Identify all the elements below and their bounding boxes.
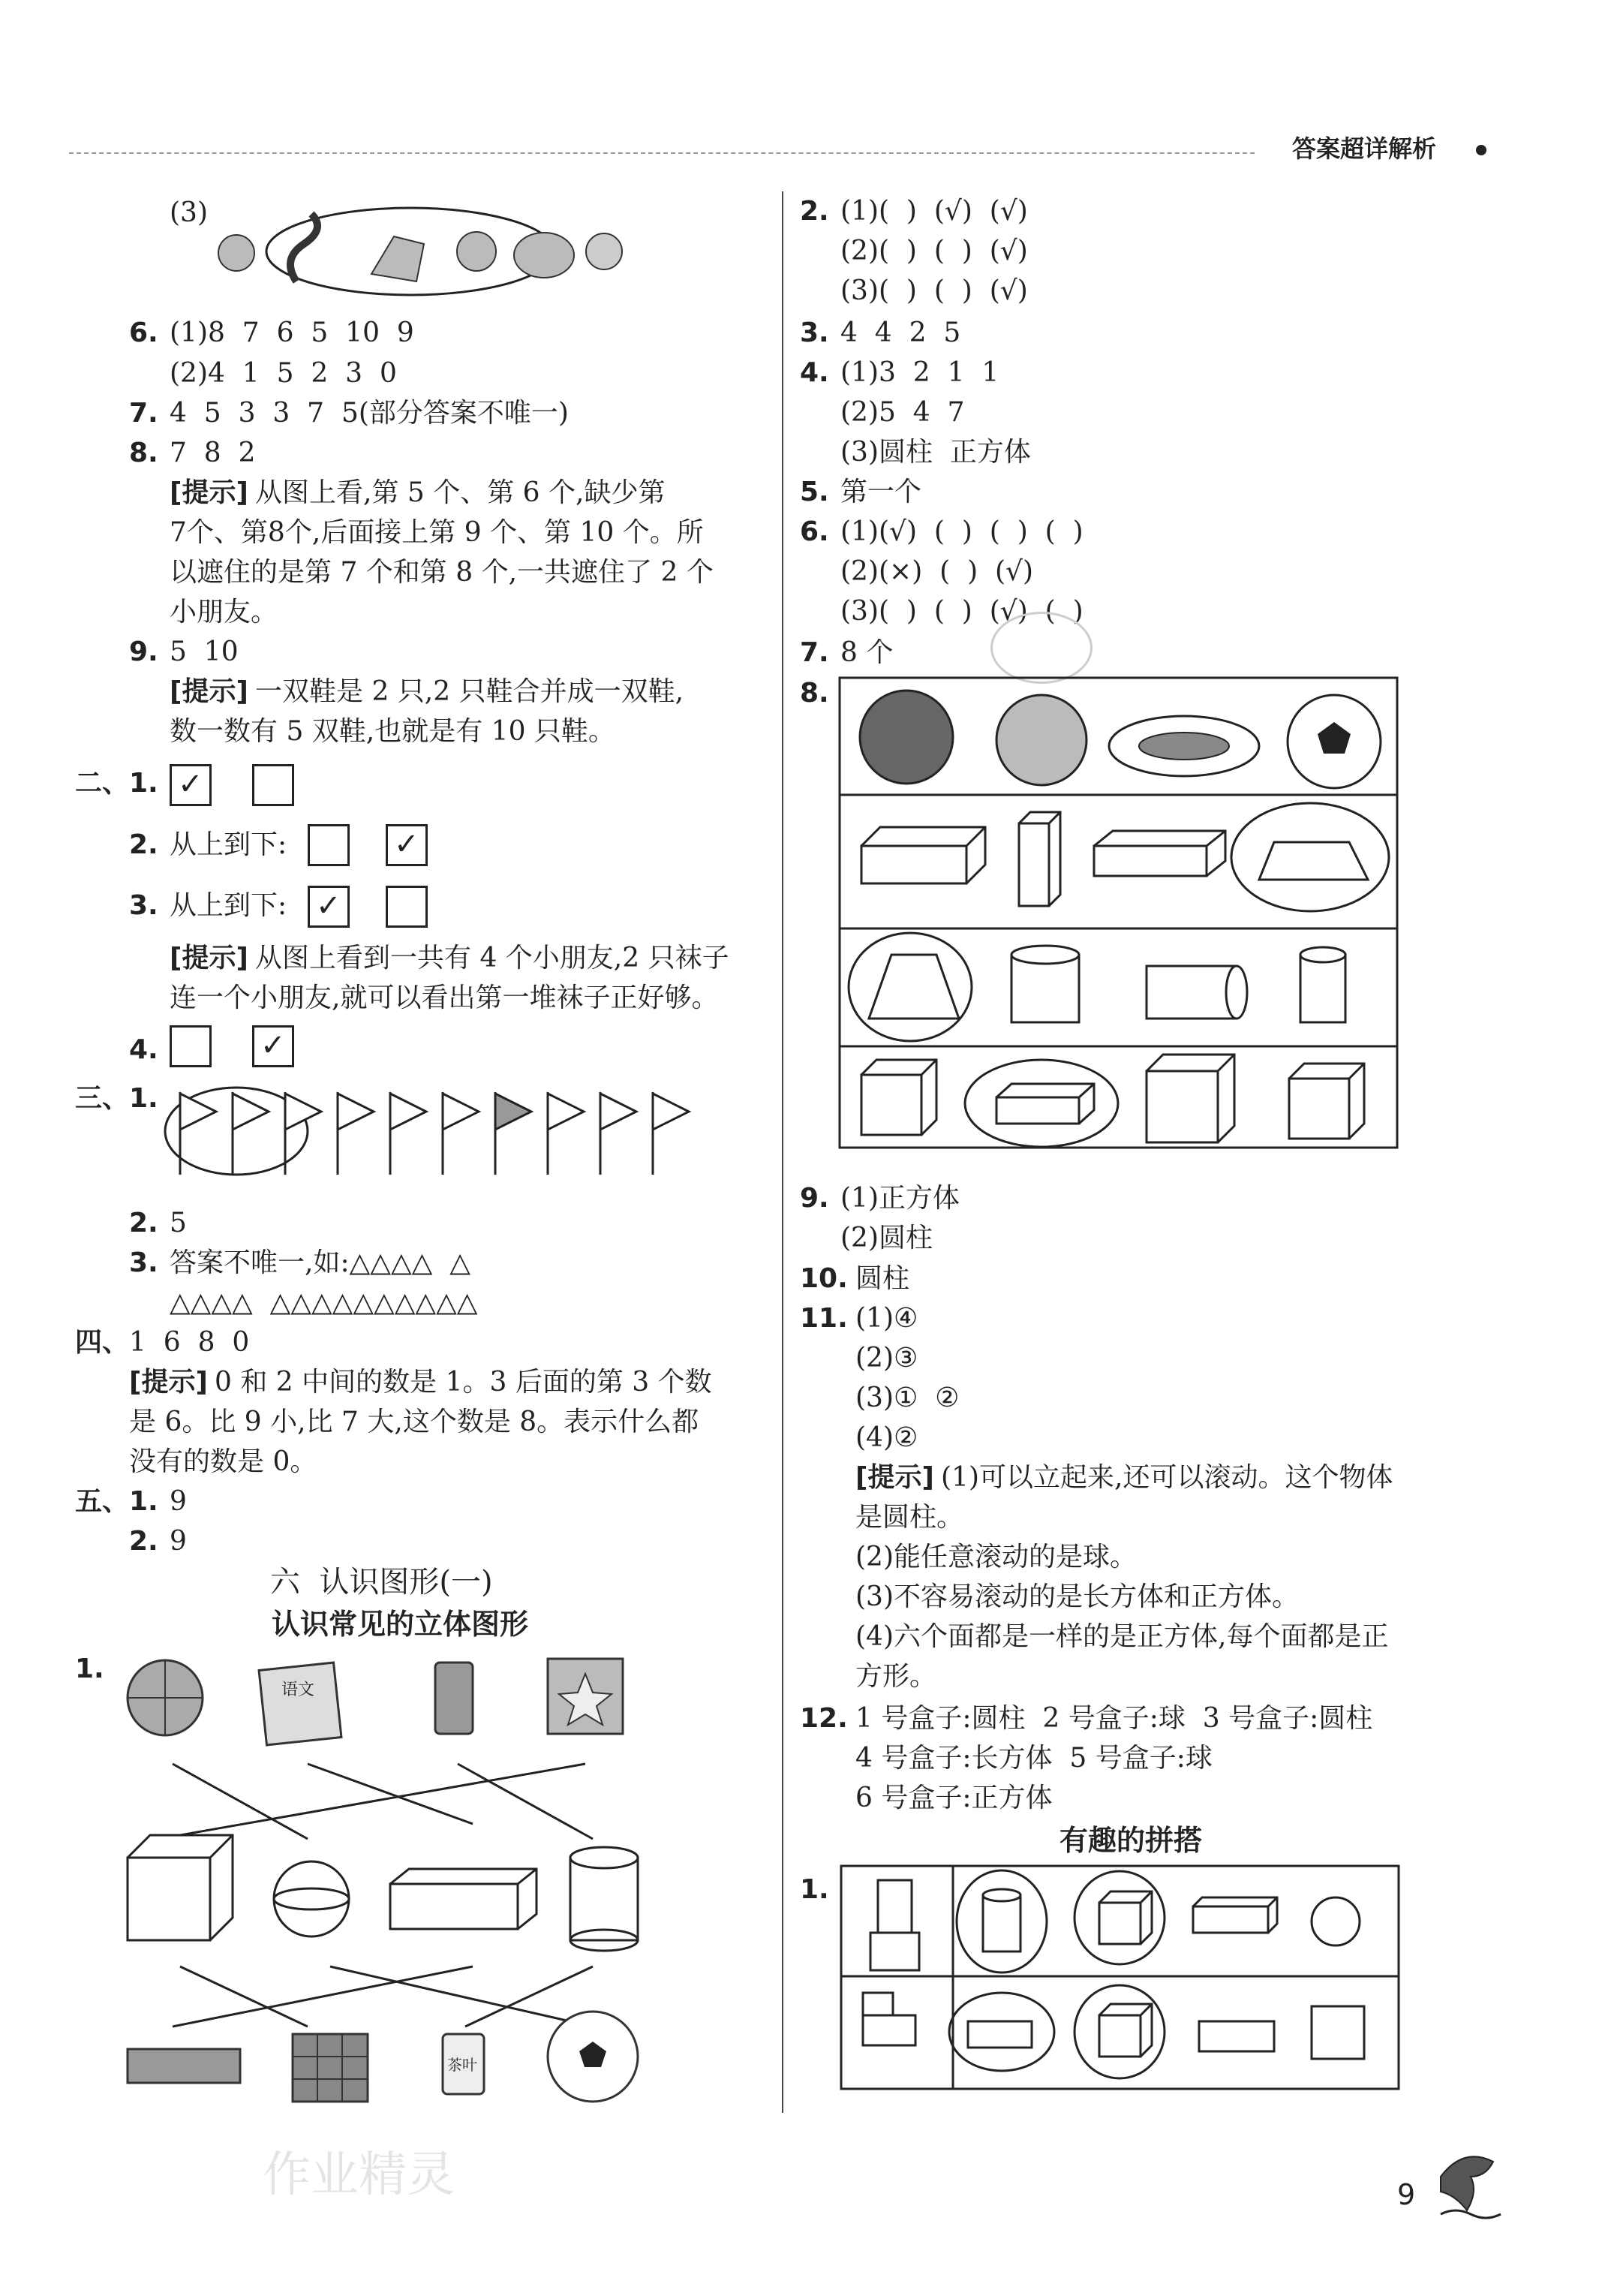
bb-rectangle-shape xyxy=(1199,2021,1274,2051)
s3-q2-value: 5 xyxy=(170,1208,187,1238)
s2-section: 二、 xyxy=(75,768,130,799)
cube-shape-edges xyxy=(128,1835,233,1940)
r-q11-number: 11. xyxy=(800,1303,848,1334)
r-q4-line2: (2)5 4 7 xyxy=(840,397,965,428)
elephant-icon xyxy=(514,233,574,278)
flag xyxy=(548,1094,584,1130)
deer-icon xyxy=(371,236,424,281)
building-blocks-svg xyxy=(840,1865,1399,2090)
match-line-7 xyxy=(173,1966,473,2027)
q8-hint-line3: 以遮住的是第 7 个和第 8 个,一共遮住了 2 个 xyxy=(170,557,714,588)
s4-hint-label: [提示] xyxy=(129,1367,208,1398)
s2-q2-box-checked xyxy=(386,824,428,866)
r-q8-svg xyxy=(839,677,1398,1148)
r-q11-hint-line2: 是圆柱。 xyxy=(855,1502,964,1533)
s5-q1-value: 9 xyxy=(170,1486,187,1517)
cube-shape-2 xyxy=(1147,1071,1218,1142)
r-q11-hint-line6: 方形。 xyxy=(855,1661,937,1692)
r-q4-line1: (1)3 2 1 1 xyxy=(840,357,999,388)
can-icon xyxy=(435,1663,473,1734)
stacked-base-cube xyxy=(870,1933,919,1970)
s2-q2-text: 从上到下: xyxy=(170,829,287,860)
s2-q2-box-empty xyxy=(308,824,350,866)
flags-illustration xyxy=(165,1085,705,1182)
q8-hint-line4: 小朋友。 xyxy=(170,597,278,627)
flag xyxy=(233,1094,269,1130)
header-title: 答案超详解析 xyxy=(1292,134,1437,163)
r-q9-line2: (2)圆柱 xyxy=(840,1223,933,1253)
cuboid-shape-edges xyxy=(390,1869,537,1929)
r-q12-line2: 4 号盒子:长方体 5 号盒子:球 xyxy=(855,1743,1213,1774)
r-q12-line3: 6 号盒子:正方体 xyxy=(855,1783,1053,1813)
flag xyxy=(653,1094,689,1130)
s2-q3-box-checked xyxy=(308,886,350,928)
s4-hint-line1: 0 和 2 中间的数是 1。3 后面的第 3 个数 xyxy=(215,1367,712,1398)
bear-icon xyxy=(586,233,622,269)
animal-row-illustration xyxy=(206,191,627,304)
trapezoid-prism-shape xyxy=(1259,842,1368,880)
stacked-cylinder-on-cube xyxy=(878,1880,912,1933)
s2-q1-number: 1. xyxy=(129,768,158,799)
circled-trapezoid-ellipse xyxy=(1231,803,1389,911)
cuboid-shape-1 xyxy=(861,846,966,883)
s4-hint-line3: 没有的数是 0。 xyxy=(129,1446,317,1477)
lying-cylinder-shape xyxy=(1147,966,1237,1019)
r-q12-line1: 1 号盒子:圆柱 2 号盒子:球 3 号盒子:圆柱 xyxy=(855,1703,1373,1734)
s5-section: 五、 xyxy=(75,1486,130,1517)
bb-cube2-shape xyxy=(1099,2015,1141,2057)
cuboid-shape xyxy=(390,1884,518,1929)
plate-inner xyxy=(1139,733,1229,760)
q8-hint-label: [提示] xyxy=(170,477,248,508)
r-q8-shape-table xyxy=(839,677,1398,1148)
cylinder-shape-2 xyxy=(1300,955,1345,1022)
watermark: 作业精灵 xyxy=(263,2147,455,2203)
lying-cylinder-end xyxy=(1226,966,1247,1019)
shape-matching-illustration xyxy=(113,1651,653,2102)
unit-title: 六 认识图形(一) xyxy=(270,1565,493,1599)
q8-number: 8. xyxy=(129,438,158,468)
q9-hint-line2: 数一数有 5 双鞋,也就是有 10 只鞋。 xyxy=(170,716,615,747)
q9-line1: 5 10 xyxy=(170,636,239,667)
s2-q2-number: 2. xyxy=(129,829,158,860)
s5-q2-value: 9 xyxy=(170,1526,187,1557)
s2-q3-box-empty xyxy=(386,886,428,928)
mouse-icon xyxy=(218,235,254,271)
dolphin-wave xyxy=(1441,2210,1501,2218)
match-line-4 xyxy=(180,1764,585,1835)
r-q4-line3: (3)圆柱 正方体 xyxy=(840,437,1031,468)
snake-icon xyxy=(290,214,317,281)
l-block-lower xyxy=(863,2015,915,2045)
r-q10-number: 10. xyxy=(800,1263,848,1294)
frustum-shape xyxy=(869,955,959,1019)
bb-sphere-shape xyxy=(1312,1897,1360,1945)
q6-line2: (2)4 1 5 2 3 0 xyxy=(170,358,397,389)
bb-cube-shape xyxy=(1099,1903,1141,1944)
q9-hint-line1: 一双鞋是 2 只,2 只鞋合并成一双鞋, xyxy=(255,676,684,707)
shaded-flag xyxy=(495,1094,531,1130)
cylinder-shape xyxy=(570,1858,638,1940)
r-q10-line1: 圆柱 xyxy=(855,1263,910,1294)
q8-hint-line1: 从图上看,第 5 个、第 6 个,缺少第 xyxy=(255,477,666,508)
sphere-shape xyxy=(274,1861,349,1936)
bb-cuboid-shape xyxy=(1193,1906,1268,1933)
sphere-equator xyxy=(274,1888,349,1909)
r-q11-line4: (4)② xyxy=(855,1422,918,1453)
q8-hint-line2: 7个、第8个,后面接上第 9 个、第 10 个。所 xyxy=(170,517,704,548)
s4-hint-line2: 是 6。比 9 小,比 7 大,这个数是 8。表示什么都 xyxy=(129,1407,699,1437)
q7-number: 7. xyxy=(129,398,158,429)
cube-shape xyxy=(128,1858,210,1940)
r-q12-number: 12. xyxy=(800,1703,848,1734)
q9-number: 9. xyxy=(129,636,158,667)
s2-hint-label: [提示] xyxy=(170,943,248,973)
s3-q1-number: 1. xyxy=(129,1083,158,1114)
r-q6-line2: (2)(×) ( ) (√) xyxy=(840,556,1034,587)
r-q7-line1: 8 个 xyxy=(840,637,894,668)
r-q2-number: 2. xyxy=(800,196,829,227)
page-number: 9 xyxy=(1397,2178,1416,2211)
match-line-5 xyxy=(180,1966,308,2027)
r-q11-hint-line3: (2)能任意滚动的是球。 xyxy=(855,1542,1137,1572)
r-q11-hint-line4: (3)不容易滚动的是长方体和正方体。 xyxy=(855,1581,1299,1612)
volleyball-icon xyxy=(996,695,1087,785)
shape-matching-svg xyxy=(113,1651,653,2102)
r-q9-number: 9. xyxy=(800,1183,829,1214)
r-q3-line1: 4 4 2 5 xyxy=(840,317,961,348)
tall-cuboid-shape xyxy=(1019,823,1049,906)
animal-row-svg xyxy=(206,191,627,304)
r-q8-number: 8. xyxy=(800,678,829,709)
circled-cone-ellipse xyxy=(849,933,972,1041)
s5-q1-number: 1. xyxy=(129,1486,158,1517)
header-dot xyxy=(1476,145,1486,155)
flag xyxy=(285,1094,321,1130)
q6-line1: (1)8 7 6 5 10 9 xyxy=(170,317,414,348)
s2-hint-line1: 从图上看到一共有 4 个小朋友,2 只袜子 xyxy=(255,943,729,973)
panda-icon xyxy=(457,232,496,271)
basketball-icon xyxy=(860,691,953,784)
textbook-label: 语文 xyxy=(281,1681,315,1699)
flag xyxy=(390,1094,426,1130)
s5-q2-number: 2. xyxy=(129,1526,158,1557)
r-q2-line1: (1)( ) (√) (√) xyxy=(840,196,1028,227)
cylinder-1-top xyxy=(1011,946,1079,964)
s3-q3-line1: 答案不唯一,如:△△△△ △ xyxy=(170,1247,470,1278)
r-fq1-number: 1. xyxy=(800,1874,829,1905)
r-q3-number: 3. xyxy=(800,317,829,348)
r-q11-hint-label: [提示] xyxy=(855,1462,934,1493)
r-q7-number: 7. xyxy=(800,637,829,668)
dolphin-logo-icon xyxy=(1433,2147,1501,2222)
s3-q3-number: 3. xyxy=(129,1247,158,1278)
s2-q4-number: 4. xyxy=(129,1034,158,1065)
dolphin-body xyxy=(1441,2156,1493,2210)
flag xyxy=(443,1094,479,1130)
flag xyxy=(338,1094,374,1130)
s3-q3-line2: △△△△ △△△△△△△△△△ xyxy=(170,1287,478,1318)
flag xyxy=(180,1094,216,1130)
s4-line1: 1 6 8 0 xyxy=(129,1327,250,1358)
q8-line1: 7 8 2 xyxy=(170,438,256,468)
r-q2-line2: (2)( ) ( ) (√) xyxy=(840,236,1028,266)
flat-cuboid-shape xyxy=(1094,846,1207,876)
l-q1-number: 1. xyxy=(75,1654,104,1684)
s2-q1-box-empty xyxy=(252,764,294,806)
pencil-box-icon xyxy=(128,2049,240,2083)
textbook-icon xyxy=(259,1663,341,1745)
r-q4-number: 4. xyxy=(800,357,829,388)
cylinder-top xyxy=(570,1847,638,1868)
cube-shape-1 xyxy=(861,1075,921,1135)
fun-title: 有趣的拼搭 xyxy=(1059,1824,1203,1857)
cube-shape-3 xyxy=(1289,1079,1349,1139)
bb-flat-box-shape xyxy=(968,2021,1032,2048)
flag xyxy=(600,1094,636,1130)
stamp-mark xyxy=(990,612,1093,684)
r-q11-hint-line5: (4)六个面都是一样的是正方体,每个面都是正 xyxy=(855,1621,1389,1652)
r-q9-line1: (1)正方体 xyxy=(840,1183,960,1214)
match-line-2 xyxy=(308,1764,473,1824)
bb-cylinder-shape xyxy=(983,1895,1020,1951)
l-block-upper xyxy=(863,1993,893,2015)
r-q11-line1: (1)④ xyxy=(855,1303,918,1334)
rubik-cube-icon xyxy=(293,2034,368,2102)
r-q11-line2: (2)③ xyxy=(855,1343,918,1374)
sub-title: 认识常见的立体图形 xyxy=(272,1608,529,1641)
flat-box-shape xyxy=(996,1097,1079,1124)
match-line-6 xyxy=(330,1966,593,2027)
s4-section: 四、 xyxy=(75,1327,130,1358)
building-blocks-table xyxy=(840,1865,1399,2090)
r-q6-line1: (1)(√) ( ) ( ) ( ) xyxy=(840,516,1084,547)
s2-hint-line2: 连一个小朋友,就可以看出第一堆袜子正好够。 xyxy=(170,982,719,1013)
q6-number: 6. xyxy=(129,317,158,348)
q9-hint-label: [提示] xyxy=(170,676,248,707)
s2-q4-box-checked xyxy=(252,1025,294,1067)
q3-label: (3) xyxy=(170,197,208,228)
cylinder-2-top xyxy=(1300,947,1345,962)
s2-q1-box-checked xyxy=(170,764,212,806)
flags-svg xyxy=(165,1085,705,1182)
bb-cylinder-top xyxy=(983,1889,1020,1901)
s2-q4-box-empty xyxy=(170,1025,212,1067)
r-q11-hint-line1: (1)可以立起来,还可以滚动。这个物体 xyxy=(941,1462,1393,1493)
r-q6-line3: (3)( ) ( ) (√) ( ) xyxy=(840,596,1084,627)
r-q2-line3: (3)( ) ( ) (√) xyxy=(840,275,1028,306)
match-line-1 xyxy=(173,1764,308,1839)
bb-square-shape xyxy=(1312,2006,1364,2059)
header-rule xyxy=(69,152,1255,154)
tea-can-label: 茶叶 xyxy=(447,2056,477,2074)
s2-q3-number: 3. xyxy=(129,890,158,921)
column-divider xyxy=(782,191,783,2113)
dolphin-logo-svg xyxy=(1433,2147,1501,2222)
s3-q2-number: 2. xyxy=(129,1208,158,1238)
r-q5-line1: 第一个 xyxy=(840,477,922,507)
r-q5-number: 5. xyxy=(800,477,829,507)
s2-q3-text: 从上到下: xyxy=(170,890,287,921)
s3-section: 三、 xyxy=(75,1083,130,1114)
q7-line1: 4 5 3 3 7 5(部分答案不唯一) xyxy=(170,398,569,429)
r-q11-line3: (3)① ② xyxy=(855,1383,960,1413)
r-q6-number: 6. xyxy=(800,516,829,547)
